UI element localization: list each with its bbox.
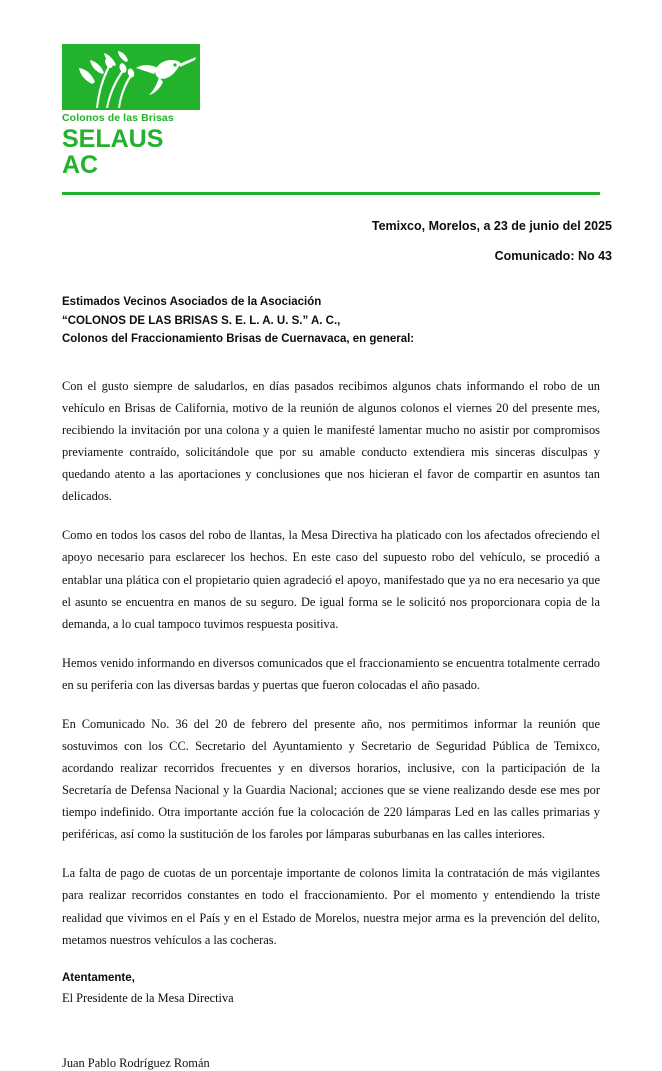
hummingbird-flower-logo-icon bbox=[62, 44, 200, 110]
addressee-line-3: Colonos del Fraccionamiento Brisas de Cuernavaca, en general: bbox=[62, 333, 415, 346]
logo-name: SELAUS AC bbox=[62, 124, 164, 179]
document-date: Temixco, Morelos, a 23 de junio del 2025 bbox=[371, 219, 612, 234]
signer-name: Juan Pablo Rodríguez Román bbox=[62, 1055, 210, 1070]
body-paragraph-1: Con el gusto siempre de saludarlos, en días pasados recibimos algunos chats informando el robo de un vehículo en Brisas de California, motivo de la reunión de algunos colonos el viernes 20 del presente mes, recibiendo la invitación por una colona y a quien le manifesté lamentar mucho no asistir por compromisos previamente contraído, solicitándole que por su amable conducto extendiera mis sinceras disculpas y quedando atento a las aportaciones y conclusiones que nos hicieran el favor de compartir en asuntos tan delicados. bbox=[62, 378, 600, 504]
closing-role: El Presidente de la Mesa Directiva bbox=[62, 990, 234, 1005]
logo-subtitle: Colonos de las Brisas bbox=[62, 112, 174, 124]
body-paragraph-3: Hemos venido informando en diversos comunicados que el fraccionamiento se encuentra totalmente cerrado en su periferia con las diversas bardas y puertas que fueron colocadas el año pasado. bbox=[62, 655, 600, 692]
closing-block bbox=[62, 968, 600, 1010]
closing-salutation: Atentamente, bbox=[62, 971, 135, 984]
document-body bbox=[62, 375, 600, 951]
addressee-block bbox=[62, 293, 662, 349]
comunicado-number: Comunicado: No 43 bbox=[494, 249, 612, 264]
addressee-line-1: Estimados Vecinos Asociados de la Asociación bbox=[62, 296, 322, 309]
header-divider bbox=[62, 192, 600, 195]
addressee-line-2: “COLONOS DE LAS BRISAS S. E. L. A. U. S.” A. C., bbox=[62, 314, 341, 327]
document-header bbox=[0, 0, 662, 178]
document-meta bbox=[0, 219, 612, 263]
body-paragraph-4: En Comunicado No. 36 del 20 de febrero del presente año, nos permitimos informar la reunión que sostuvimos con los CC. Secretario del Ayuntamiento y Secretario de Seguridad Pública de Temixco, acordando realizar recorridos frecuentes y en diversos horarios, inclusive, con la participación de la Secretaría de Defensa Nacional y la Guardia Nacional; acciones que se viene realizando desde ese mes por tiempo indefinido. Otra importante acción fue la colocación de 220 lámparas Led en las calles primarias y periféricas, así como la sustitución de los faroles por lámparas suburbanas en las calles interiores. bbox=[62, 716, 600, 842]
body-paragraph-2: Como en todos los casos del robo de llantas, la Mesa Directiva ha platicado con los afectados ofreciendo el apoyo necesario para esclarecer los hechos. En este caso del supuesto robo del vehículo, se procedió a entablar una plática con el propietario quien agradeció el apoyo, manifestado que ya no era necesario ya que el asunto se encuentra en manos de su seguro. De igual forma se le solicitó nos proporcionara copia de la demanda, a lo cual tampoco tuvimos respuesta positiva. bbox=[62, 528, 600, 631]
logo bbox=[62, 44, 200, 178]
body-paragraph-5: La falta de pago de cuotas de un porcentaje importante de colonos limita la contratación de más vigilantes para realizar recorridos constantes en todo el fraccionamiento. Por el momento y entendiendo la triste realidad que vivimos en el País y en el Estado de Morelos, nuestra mejor arma es la prevención del delito, metamos nuestros vehículos a las cocheras. bbox=[62, 866, 600, 947]
